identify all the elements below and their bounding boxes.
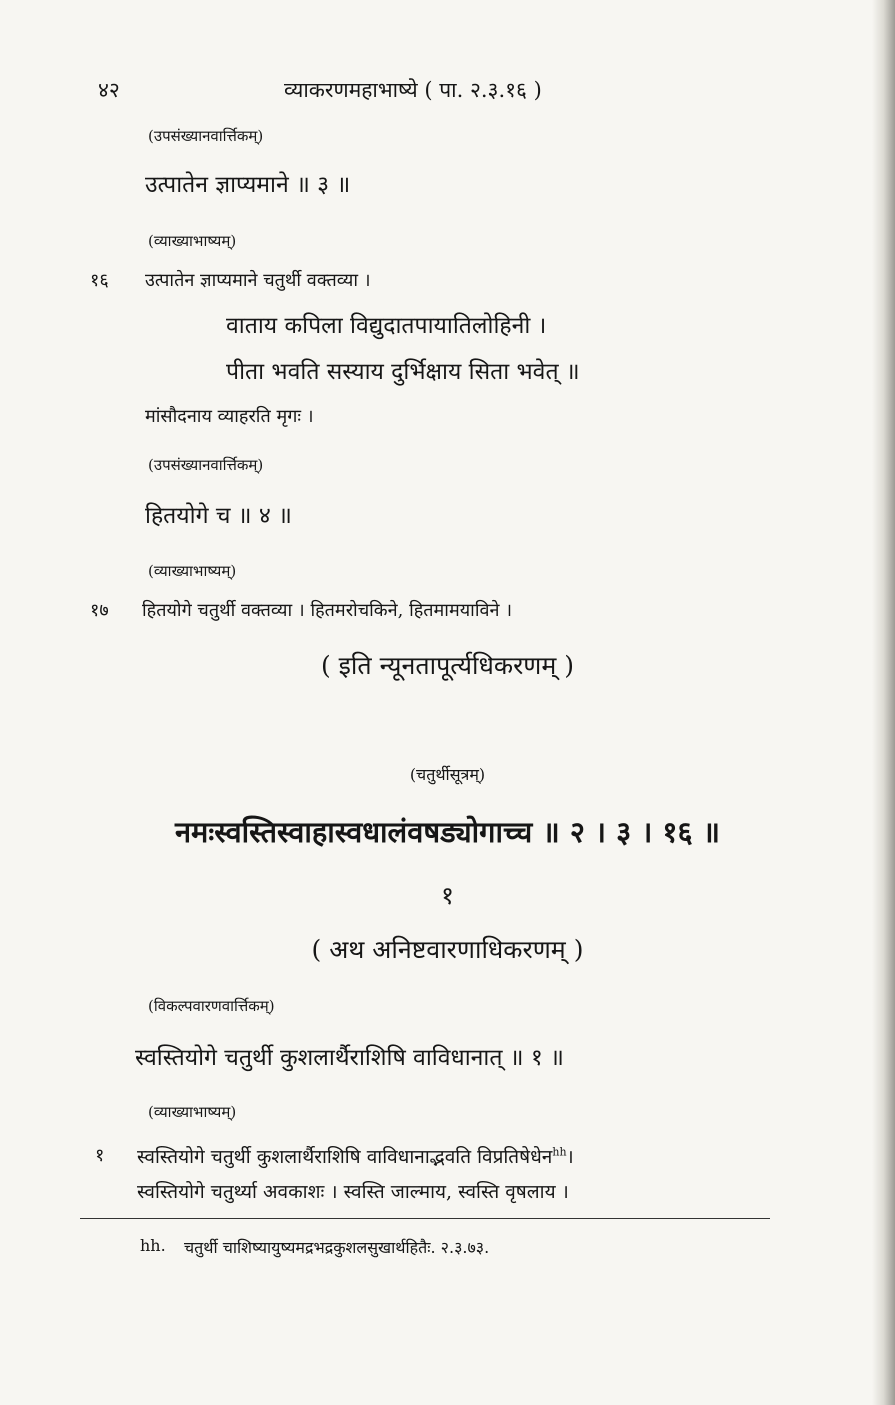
section-number: १ xyxy=(440,881,454,910)
page-edge-shadow xyxy=(872,0,895,1405)
line-number: १ xyxy=(95,1145,105,1166)
footnote-rule xyxy=(80,1218,770,1219)
page-number: ४२ xyxy=(98,78,120,102)
vartika-1: स्वस्तियोगे चतुर्थी कुशलार्थैराशिषि वाविधानात् ॥ १ ॥ xyxy=(135,1045,564,1071)
line-number: १६ xyxy=(90,270,109,291)
bhashya-line: हितयोगे चतुर्थी वक्तव्या । हितमरोचकिने, हितमामयाविने । xyxy=(142,600,513,621)
section-end-heading: ( इति न्यूनतापूर्त्यधिकरणम् ) xyxy=(320,651,575,680)
label-upasankhyana-vartika: (उपसंख्यानवार्त्तिकम्) xyxy=(148,127,264,145)
label-vyakhya-bhashya: (व्याख्याभाष्यम्) xyxy=(148,1103,237,1121)
footnote-text: चतुर्थी चाशिष्यायुष्यमद्रभद्रकुशलसुखार्थहितैः. २.३.७३. xyxy=(184,1238,490,1257)
running-title: व्याकरणमहाभाष्ये ( पा. २.३.१६ ) xyxy=(284,78,542,102)
bhashya-line: उत्पातेन ज्ञाप्यमाने चतुर्थी वक्तव्या । xyxy=(145,270,371,291)
vartika-4: हितयोगे च ॥ ४ ॥ xyxy=(145,503,292,529)
line-number: १७ xyxy=(90,600,109,621)
section-start-heading: ( अथ अनिष्टवारणाधिकरणम् ) xyxy=(311,935,584,964)
bhashya-text: स्वस्तियोगे चतुर्थी कुशलार्थैराशिषि वाविधानाद्भवति विप्रतिषेधेन xyxy=(137,1146,553,1168)
danda: । xyxy=(566,1146,574,1168)
label-vikalpa-vartika: (विकल्पवारणवार्त्तिकम्) xyxy=(148,997,275,1015)
bhashya-line: मांसौदनाय व्याहरति मृगः । xyxy=(145,406,314,427)
verse-line: वाताय कपिला विद्युदातपायातिलोहिनी । xyxy=(226,313,547,339)
label-vyakhya-bhashya: (व्याख्याभाष्यम्) xyxy=(148,232,237,250)
verse-line: पीता भवति सस्याय दुर्भिक्षाय सिता भवेत् ॥ xyxy=(226,359,580,385)
label-upasankhyana-vartika: (उपसंख्यानवार्त्तिकम्) xyxy=(148,456,264,474)
bhashya-line: स्वस्तियोगे चतुर्थ्या अवकाशः । स्वस्ति जाल्माय, स्वस्ति वृषलाय । xyxy=(137,1181,569,1203)
label-vyakhya-bhashya: (व्याख्याभाष्यम्) xyxy=(148,562,237,580)
sutra-heading: नमःस्वस्तिस्वाहास्वधालंवषड्योगाच्च ॥ २ । ३ । १६ ॥ xyxy=(174,815,721,849)
label-chaturthi-sutra: (चतुर्थीसूत्रम्) xyxy=(409,765,486,784)
bhashya-line xyxy=(137,1143,574,1169)
vartika-3: उत्पातेन ज्ञाप्यमाने ॥ ३ ॥ xyxy=(145,172,351,198)
footnote-ref: hh xyxy=(552,1145,567,1159)
footnote-marker: hh. xyxy=(140,1236,166,1255)
